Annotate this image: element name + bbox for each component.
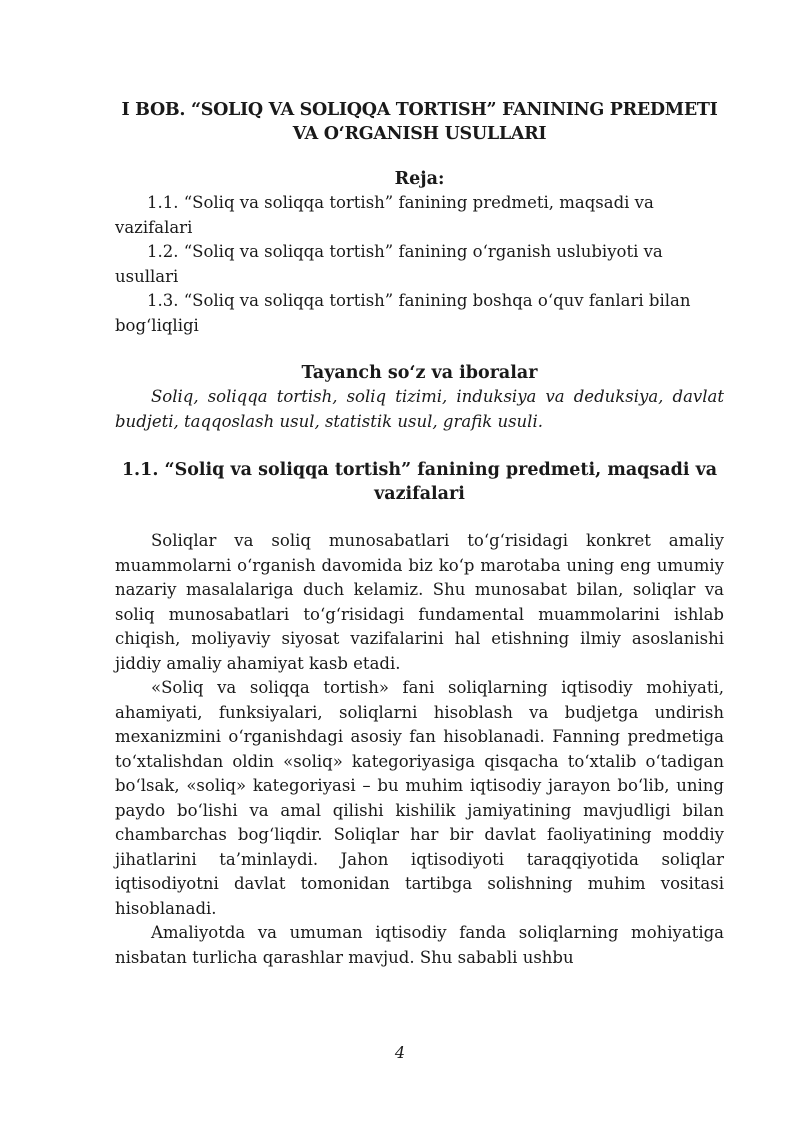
chapter-title: I BOB. “SOLIQ VA SOLIQQA TORTISH” FANINING PREDMETI VA O‘RGANISH USULLARI — [121, 100, 718, 144]
body-paragraph: «Soliq va soliqqa tortish» fani soliqlarning iqtisodiy mohiyati, ahamiyati, funksiyalari, soliqlarni hisoblash va budjetga undirish mexanizmini o‘rganishdagi asosiy fan hisoblanadi. Fanning predmetiga to‘xtalishdan oldin «soliq» kategoriyasiga qisqacha to‘xtalib o‘tadigan bo‘lsak, «soliq» kategoriyasi – bu muhim iqtisodiy jarayon bo‘lib, uning paydo bo‘lishi va amal qilishi kishilik jamiyatining mavjudligi bilan chambarchas bog‘liqdir. Soliqlar har bir davlat faoliyatining moddiy jihatlarini ta’minlaydi. Jahon iqtisodiyoti taraqqiyotida soliqlar iqtisodiyotni davlat tomonidan tartibga solishning muhim vositasi hisoblanadi. — [115, 678, 724, 918]
keywords-text: Soliq, soliqqa tortish, soliq tizimi, induksiya va deduksiya, davlat budjeti, taqqoslash usul, statistik usul, grafik usuli. — [115, 387, 724, 431]
page-number: 4 — [394, 1043, 406, 1062]
keywords-heading: Tayanch so‘z va iboralar — [301, 363, 538, 383]
document-page — [115, 98, 724, 970]
body-paragraph: Soliqlar va soliq munosabatlari to‘g‘risidagi konkret amaliy muammolarni o‘rganish davomida biz ko‘p marotaba uning eng umumiy nazariy masalalariga duch kelamiz. Shu munosabat bilan, soliqlar va soliq munosabatlari to‘g‘risidagi fundamental muammolarini ishlab chiqish, moliyaviy siyosat vazifalarini hal etishning ilmiy asoslanishi jiddiy amaliy ahamiyat kasb etadi. — [115, 531, 724, 673]
plan-item: 1.1. “Soliq va soliqqa tortish” fanining predmeti, maqsadi va vazifalari — [115, 193, 654, 237]
section-title: 1.1. “Soliq va soliqqa tortish” fanining predmeti, maqsadi va vazifalari — [121, 460, 718, 504]
body-paragraph: Amaliyotda va umuman iqtisodiy fanda soliqlarning mohiyatiga nisbatan turlicha qarashlar mavjud. Shu sababli ushbu — [115, 923, 724, 967]
plan-item: 1.2. “Soliq va soliqqa tortish” fanining o‘rganish uslubiyoti va usullari — [115, 242, 663, 286]
plan-heading: Reja: — [394, 169, 445, 189]
plan-list — [115, 191, 724, 338]
plan-item: 1.3. “Soliq va soliqqa tortish” fanining boshqa o‘quv fanlari bilan bog‘liqligi — [115, 291, 691, 335]
